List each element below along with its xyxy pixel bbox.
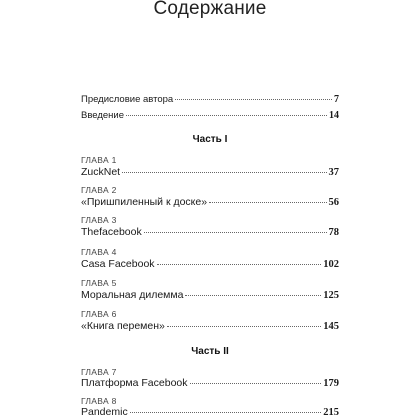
toc-entry-label: Введение [81,110,125,121]
chapter-number: ГЛАВА 3 [81,215,117,225]
toc-entry-label: Предисловие автора [81,94,174,105]
toc-entry-chapter-4[interactable] [81,258,339,270]
toc-entry-label: «Пришпиленный к доске» [81,196,208,208]
toc-entry-label: Casa Facebook [81,258,155,270]
chapter-number: ГЛАВА 4 [81,247,117,257]
chapter-number: ГЛАВА 7 [81,367,117,377]
toc-entry-chapter-7[interactable] [81,377,339,389]
toc-entry-page: 14 [329,110,339,121]
toc-entry-label: Thefacebook [81,226,142,238]
toc-entry-preface[interactable] [81,94,339,105]
toc-entry-page: 179 [323,378,339,389]
toc-entry-chapter-1[interactable] [81,166,339,178]
toc-entry-chapter-5[interactable] [81,289,339,301]
toc-entry-page: 37 [328,167,339,178]
toc-entry-chapter-2[interactable] [81,196,339,208]
leader-dots [157,264,322,265]
page-title: Содержание [153,0,267,19]
toc-entry-page: 102 [323,259,339,270]
leader-dots [209,202,326,203]
toc-entry-label: Платформа Facebook [81,377,188,389]
toc-entry-label: «Книга перемен» [81,320,165,332]
chapter-number: ГЛАВА 1 [81,155,117,165]
chapter-number: ГЛАВА 8 [81,396,117,406]
part-heading-1: Часть I [192,134,228,145]
toc-entry-page: 56 [328,197,339,208]
leader-dots [175,99,332,100]
leader-dots [144,232,327,233]
toc-entry-chapter-6[interactable] [81,320,339,332]
chapter-number: ГЛАВА 2 [81,185,117,195]
leader-dots [122,172,326,173]
toc-entry-page: 78 [328,227,339,238]
leader-dots [185,295,321,296]
leader-dots [130,412,322,413]
chapter-number: ГЛАВА 5 [81,278,117,288]
chapter-number: ГЛАВА 6 [81,309,117,319]
toc-entry-page: 7 [334,94,339,105]
toc-entry-introduction[interactable] [81,110,339,121]
leader-dots [190,383,322,384]
leader-dots [167,326,321,327]
toc-entry-label: Моральная дилемма [81,289,184,301]
leader-dots [126,115,327,116]
toc-entry-page: 145 [323,321,339,332]
toc-entry-page: 125 [323,290,339,301]
toc-entry-chapter-3[interactable] [81,226,339,238]
toc-entry-page: 215 [323,407,339,418]
toc-entry-label: Pandemic [81,406,128,418]
toc-entry-chapter-8[interactable] [81,406,339,418]
toc-entry-label: ZuckNet [81,166,121,178]
part-heading-2: Часть II [191,346,229,357]
